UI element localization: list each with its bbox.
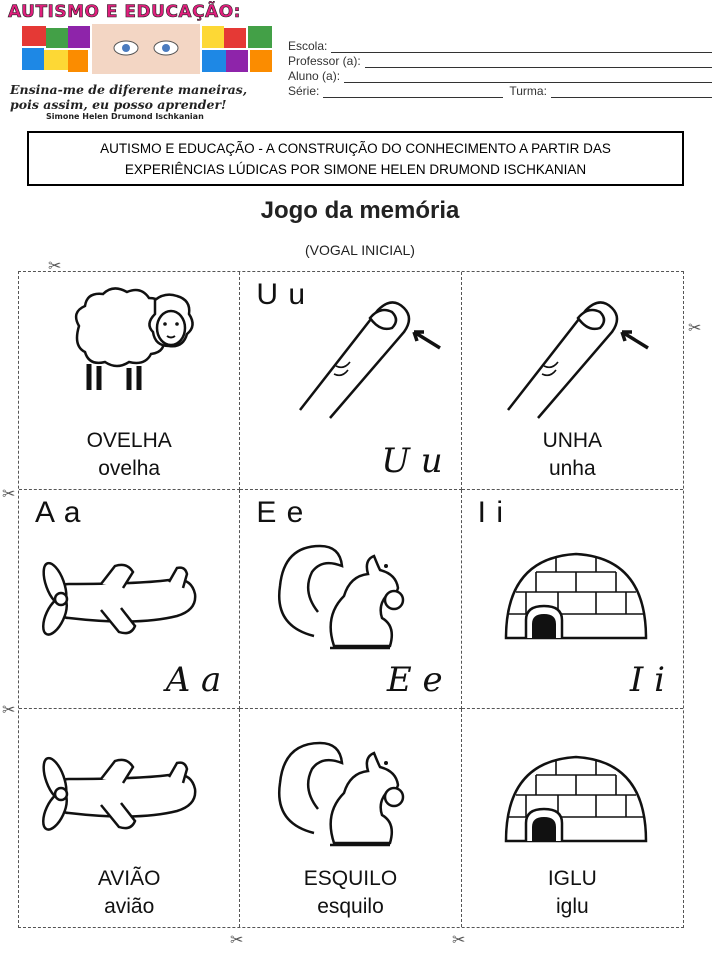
logo-tagline xyxy=(10,82,247,112)
finger-nail-icon xyxy=(498,290,658,430)
airplane-icon xyxy=(31,554,206,644)
game-title: Jogo da memória xyxy=(260,197,460,224)
card-word-upper: AVIÃO xyxy=(97,866,161,890)
student-label: Aluno (a): xyxy=(288,69,341,83)
banner-box xyxy=(27,131,684,186)
class-label: Turma: xyxy=(509,84,547,98)
card-word-upper: UNHA xyxy=(542,429,603,453)
squirrel-icon xyxy=(274,526,414,656)
teacher-label: Professor (a): xyxy=(288,54,361,68)
memory-card-grid xyxy=(18,271,684,928)
card-word-upper: ESQUILO xyxy=(303,866,398,890)
card-word-lower: iglu xyxy=(555,894,589,918)
game-subtitle: (VOGAL INICIAL) xyxy=(305,242,415,258)
squirrel-icon xyxy=(274,723,414,853)
banner-line-1: AUTISMO E EDUCAÇÃO - A CONSTRUIÇÃO DO CONHECIMENTO A PARTIR DAS xyxy=(100,141,611,156)
igloo-icon xyxy=(496,542,656,642)
card-word-lower: unha xyxy=(548,457,596,481)
card-letters: E e xyxy=(256,496,305,530)
logo-author: Simone Helen Drumond Ischkanian xyxy=(46,112,204,121)
banner-line-2: EXPERIÊNCIAS LÚDICAS POR SIMONE HELEN DRUMOND ISCHKANIAN xyxy=(124,162,587,177)
igloo-icon xyxy=(496,745,656,845)
card-word-upper: IGLU xyxy=(547,866,597,890)
teacher-field[interactable] xyxy=(365,56,712,68)
scissors-icon: ✂ xyxy=(2,486,16,503)
memory-card-i[interactable] xyxy=(462,490,683,708)
grade-field[interactable] xyxy=(323,86,503,98)
card-word-lower: ovelha xyxy=(98,457,161,481)
memory-card-u[interactable] xyxy=(240,272,461,490)
student-field[interactable] xyxy=(344,71,712,83)
scissors-icon: ✂ xyxy=(48,258,62,275)
memory-card-unha[interactable] xyxy=(462,272,683,490)
card-word-upper: OVELHA xyxy=(86,429,172,453)
student-form xyxy=(288,38,712,98)
card-word-lower: esquilo xyxy=(317,894,384,918)
scissors-icon: ✂ xyxy=(452,932,466,949)
airplane-icon xyxy=(31,749,206,839)
card-cursive: I i xyxy=(629,659,665,700)
puzzle-mosaic-icon xyxy=(16,22,278,80)
logo-tagline-2: pois assim, eu posso aprender! xyxy=(10,97,227,112)
scissors-icon: ✂ xyxy=(230,932,244,949)
memory-card-ovelha[interactable] xyxy=(19,272,240,490)
logo-tagline-1: Ensina-me de diferente maneiras, xyxy=(10,82,248,97)
memory-card-esquilo[interactable] xyxy=(240,709,461,927)
class-field[interactable] xyxy=(551,86,712,98)
card-cursive: E e xyxy=(386,659,443,700)
card-cursive: U u xyxy=(381,441,443,482)
scissors-icon: ✂ xyxy=(2,702,16,719)
scissors-icon: ✂ xyxy=(688,320,702,337)
grade-label: Série: xyxy=(288,84,320,98)
logo-title: AUTISMO E EDUCAÇÃO: xyxy=(8,2,241,22)
school-field[interactable] xyxy=(331,41,712,53)
finger-nail-icon xyxy=(290,290,450,430)
school-label: Escola: xyxy=(288,39,328,53)
card-cursive: A a xyxy=(165,659,222,700)
memory-card-aviao[interactable] xyxy=(19,709,240,927)
card-letters: I i xyxy=(477,496,504,530)
sheep-icon xyxy=(59,286,199,398)
card-word-lower: avião xyxy=(104,894,155,918)
memory-card-e[interactable] xyxy=(240,490,461,708)
memory-card-iglu[interactable] xyxy=(462,709,683,927)
card-letters: U u xyxy=(256,278,307,311)
logo xyxy=(6,2,282,126)
memory-card-a[interactable] xyxy=(19,490,240,708)
card-letters: A a xyxy=(35,496,82,530)
